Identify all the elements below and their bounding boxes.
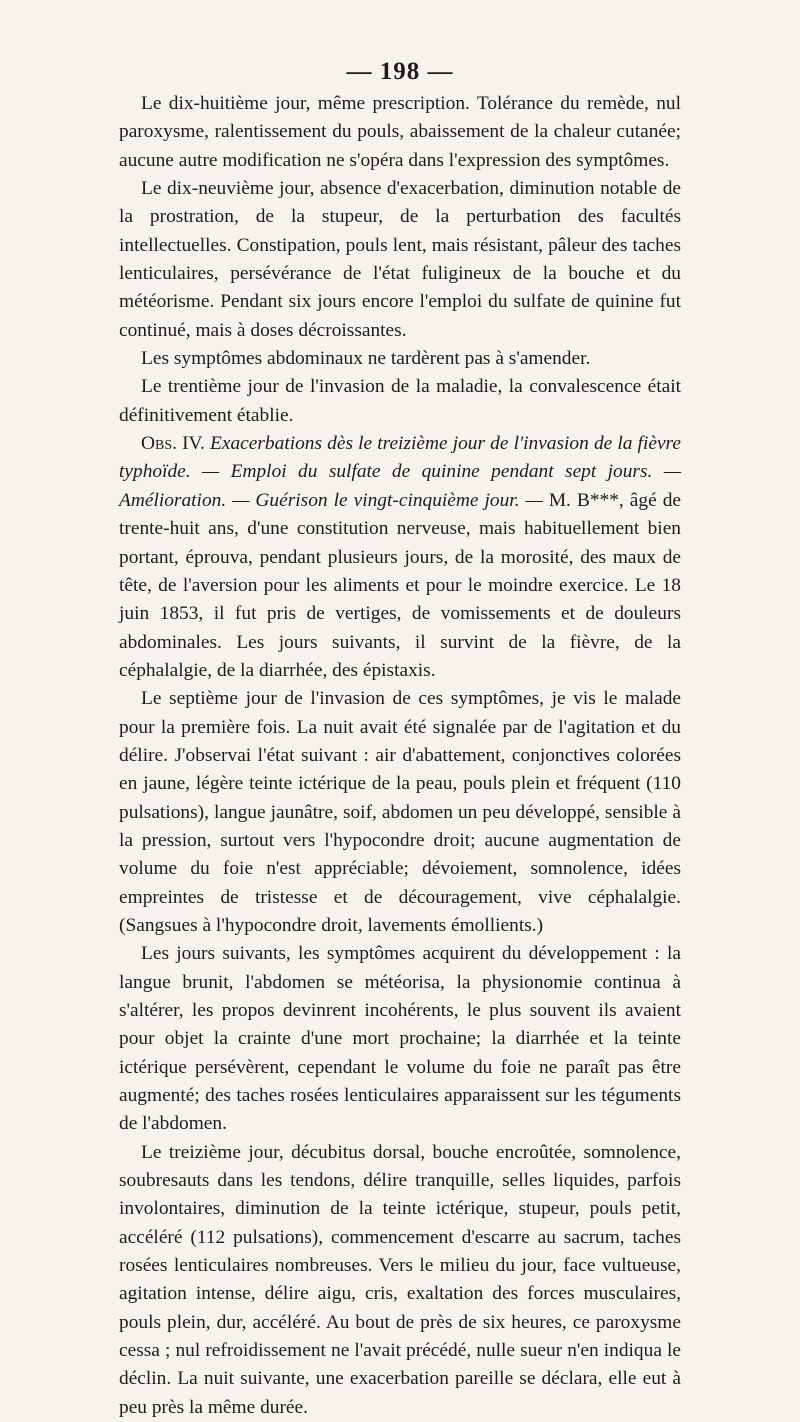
observation-paragraph [119, 430, 681, 685]
paragraph: Le dix-huitième jour, même prescription. Tolérance du remède, nul paroxysme, ralentissement du pouls, abaissement de la chaleur cutanée; aucune autre modification ne s'opéra dans l'expression des symptômes. [119, 93, 681, 171]
paragraph: Le treizième jour, décubitus dorsal, bouche encroûtée, somnolence, soubresauts dans les tendons, délire tranquille, selles liquides, parfois involontaires, diminution de la teinte ictérique, stupeur, pouls petit, accéléré (112 pulsations), commencement d'escarre au sacrum, taches rosées lenticulaires nombreuses. Vers le milieu du jour, face vultueuse, agitation intense, délire aigu, cris, exaltation des forces musculaires, pouls plein, dur, accéléré. Au bout de près de six heures, ce paroxysme cessa ; nul refroidissement ne l'avait précédé, nulle sueur n'en indiqua le déclin. La nuit suivante, une exacerbation pareille se déclara, elle eut à peu près la même durée. [119, 1141, 681, 1418]
observation-text: M. B***, âgé de trente-huit ans, d'une constitution nerveuse, mais habituellement bien portant, éprouva, pendant plusieurs jours, de la morosité, des maux de tête, de l'aversion pour les aliments et pour le moindre exercice. Le 18 juin 1853, il fut pris de vertiges, de vomissements et de douleurs abdominales. Les jours suivants, il survint de la fièvre, de la céphalalgie, de la diarrhée, des épistaxis. [119, 489, 681, 681]
observation-label: Obs. IV. [141, 433, 205, 455]
paragraph: Le dix-neuvième jour, absence d'exacerbation, diminution notable de la prostration, de la stupeur, de la perturbation des facultés intellectuelles. Constipation, pouls lent, mais résistant, pâleur des taches lenticulaires, persévérance de l'état fuligineux de la bouche et du météorisme. Pendant six jours encore l'emploi du sulfate de quinine fut continué, mais à doses décroissantes. [119, 178, 681, 341]
observation-heading: Exacerbations dès le treizième jour de l'invasion de la fièvre typhoïde. — Emploi du sulfate de quinine pendant sept jours. — Amélioration. — Guérison le vingt-cinquième jour. — [119, 433, 681, 511]
page-number: — 198 — [346, 58, 454, 85]
paragraph: Le septième jour de l'invasion de ces symptômes, je vis le malade pour la première fois. La nuit avait été signalée par de l'agitation et du délire. J'observai l'état suivant : air d'abattement, conjonctives colorées en jaune, légère teinte ictérique de la peau, pouls plein et fréquent (110 pulsations), langue jaunâtre, soif, abdomen un peu développé, sensible à la pression, surtout vers l'hypocondre droit; aucune augmentation de volume du foie n'est appréciable; dévoiement, somnolence, idées empreintes de tristesse et de découragement, vive céphalalgie. (Sangsues à l'hypocondre droit, lavements émollients.) [119, 688, 681, 936]
paragraph: Les jours suivants, les symptômes acquirent du développement : la langue brunit, l'abdomen se météorisa, la physionomie continua à s'altérer, les propos devinrent incohérents, le plus souvent ils avaient pour objet la crainte d'une mort prochaine; la diarrhée et la teinte ictérique persévèrent, cependant le volume du foie ne paraît pas être augmenté; des taches rosées lenticulaires apparaissent sur les téguments de l'abdomen. [119, 943, 681, 1135]
paragraph: Les symptômes abdominaux ne tardèrent pas à s'amender. [141, 348, 591, 370]
paragraph: Le trentième jour de l'invasion de la maladie, la convalescence était définitivement établie. [119, 376, 681, 426]
page-body [119, 90, 681, 1422]
